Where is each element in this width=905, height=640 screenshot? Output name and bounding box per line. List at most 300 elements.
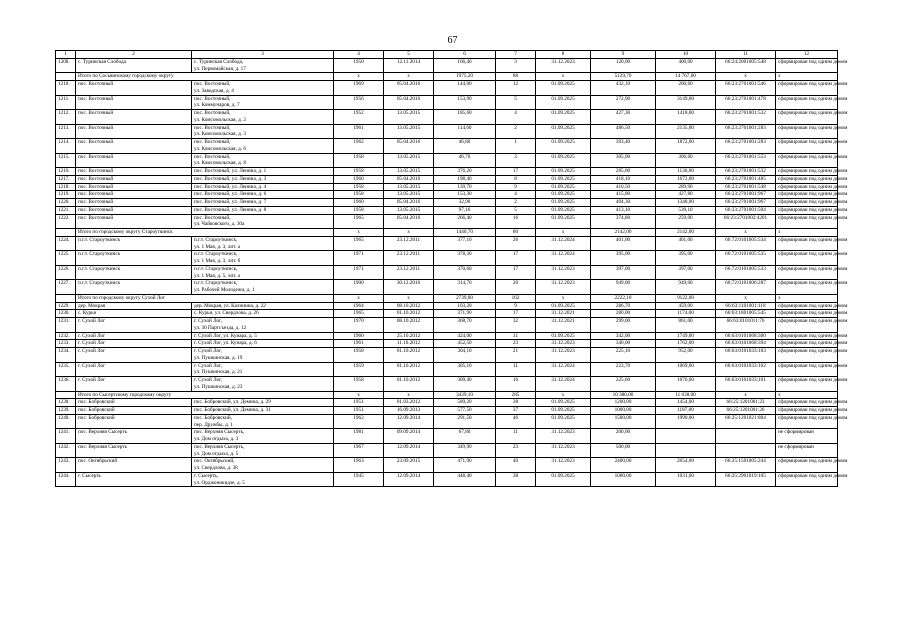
people-cell: 5 [496,206,536,214]
value-cell: 397,00 [656,265,716,280]
table-row [56,236,838,251]
year-cell: 1963 [334,458,384,473]
people-cell: 38 [496,399,536,407]
value-cell: 340,00 [591,340,656,348]
row-number: 1220. [56,199,76,207]
plan-date-cell: 01.09.2025 [536,407,591,415]
address-cell [192,251,334,266]
area-cell: 67,80 [434,429,496,444]
row-number: 1221. [56,206,76,214]
table-row [56,399,838,407]
area-cell: 32,90 [434,199,496,207]
locality-cell: г. Сухой Лог [76,332,192,340]
address-cell [192,214,334,229]
locality-cell: г. Сухой Лог [76,348,192,363]
people-cell: 17 [496,251,536,266]
year-cell: 1951 [334,399,384,407]
table-row [56,81,838,96]
year-cell: х [334,391,384,399]
status-cell: сформирован под одним домом [776,58,838,73]
cadastral-cell: 66:72:0101005:535 [716,251,776,266]
year-cell: 1981 [334,429,384,444]
address-line: ул. 1 Мая, д. 3, лит. б [194,258,241,264]
date-cell: х [384,294,434,302]
value-cell: 1500,00 [591,414,656,429]
area-cell: 139,70 [434,183,496,191]
value-cell: 1031,00 [656,472,716,487]
date-cell: 23.12.2011 [384,251,434,266]
value-cell: 500,00 [591,443,656,458]
locality-cell: пос. Бобровский [76,414,192,429]
plan-date-cell: 31.12.2023 [536,458,591,473]
people-cell: 16 [496,377,536,392]
value-cell: 404,30 [591,199,656,207]
address-line: ул. Свердлова, д. 38 [194,465,238,471]
year-cell: 1958 [334,348,384,363]
people-cell: 2 [496,199,536,207]
status-cell: сформирован под одним домом [776,407,838,415]
address-line: ул. Пушкинская, д. 19 [194,354,243,361]
column-header: 3 [192,51,334,59]
address-line: ул. 30 Партсъезда, д. 12 [194,324,247,331]
address-line: пос. Восточный, ул. Ленина, д. 7 [194,199,267,205]
cadastral-cell: 66:63:0101011:76 [716,318,776,333]
year-cell: 1950 [334,58,384,73]
table-row [56,332,838,340]
address-cell [192,407,334,415]
plan-date-cell: 01.09.2025 [536,95,591,110]
year-cell: 1958 [334,191,384,199]
locality-cell: пос. Восточный [76,183,192,191]
date-cell: 11.10.2012 [384,340,434,348]
table-row [56,407,838,415]
value-cell: 427,30 [591,110,656,125]
cadastral-cell: 66:25:1201021:804 [716,414,776,429]
address-line: пос. Восточный, [194,95,231,102]
cadastral-cell: 66:23:2701001:283 [716,139,776,154]
table-row [56,340,838,348]
row-number: 1230. [56,310,76,318]
year-cell: 1965 [334,310,384,318]
cadastral-cell: 66:23:2701001:967 [716,191,776,199]
value-cell: 5129,70 [591,73,656,81]
plan-date-cell: 31.12.2023 [536,429,591,444]
value-cell: 1136,00 [656,168,716,176]
plan-date-cell: 31.12.2024 [536,236,591,251]
table-row [56,110,838,125]
total-label: Итого по Сосьвинскому городскому округу [76,73,334,81]
cadastral-cell: 66:72:0101005:533 [716,265,776,280]
status-cell: сформирован под одним домом [776,199,838,207]
area-cell: 589,20 [434,399,496,407]
year-cell: 1961 [334,124,384,139]
locality-cell: п.г.т. Староуткинск [76,280,192,295]
value-cell: 1000,00 [591,472,656,487]
status-cell: сформирован под одним домом [776,414,838,429]
cadastral-cell: 66:25:2901019:105 [716,472,776,487]
status-cell: сформирован под одним домом [776,124,838,139]
locality-cell: пос. Восточный [76,124,192,139]
cadastral-cell: 66:63:0101068:394 [716,340,776,348]
value-cell: 272,90 [591,95,656,110]
area-cell: 424,00 [434,332,496,340]
people-cell: 17 [496,310,536,318]
value-cell: 289,90 [656,183,716,191]
address-line: с. Курьи, ул. Свердлова, д. 26 [194,310,259,317]
people-cell: 40 [496,458,536,473]
value-cell: 395,00 [591,251,656,266]
date-cell: 12.09.2014 [384,472,434,487]
people-cell: 3 [496,58,536,73]
value-cell: 223,70 [591,362,656,377]
address-cell [192,348,334,363]
value-cell: 949,00 [591,280,656,295]
status-cell: сформирован под одним домом [776,139,838,154]
plan-date-cell: 01.09.2025 [536,191,591,199]
status-cell: х [776,229,838,237]
address-line: пер. Дружбы, д. 1 [194,421,233,428]
row-number-cell [56,294,76,302]
address-cell [192,265,334,280]
address-line: пос. Восточный, ул. Ленина, д. 4 [194,183,267,190]
address-line: ул. Комсомольская, д. 3 [194,131,246,138]
status-cell: х [776,294,838,302]
locality-cell: пос. Восточный [76,95,192,110]
plan-date-cell: х [536,294,591,302]
column-header: 11 [716,51,776,59]
address-line: г. Сухой Лог, ул. Кунарa, д. 6 [194,340,257,347]
value-cell: 2654,00 [656,458,716,473]
address-line: пос. Восточный, [194,139,231,145]
area-cell: 471,90 [434,458,496,473]
table-row [56,472,838,487]
date-cell: 13.05.2015 [384,124,434,139]
locality-cell: г. Сысерть [76,472,192,487]
date-cell: 13.05.2015 [384,191,434,199]
address-cell [192,340,334,348]
value-cell: 1418,00 [656,110,716,125]
table-row [56,153,838,168]
cadastral-cell: 66:72:0101005:534 [716,236,776,251]
area-cell: 266,40 [434,214,496,229]
status-cell: сформирован под одним домом [776,153,838,168]
value-cell: 11 038,00 [656,391,716,399]
area-cell: 305,10 [434,362,496,377]
column-header: 5 [384,51,434,59]
column-header: 10 [656,51,716,59]
table-row [56,377,838,392]
cadastral-cell: 66:23:2701001:478 [716,95,776,110]
status-cell: сформирован под одним домом [776,183,838,191]
plan-date-cell: 01.09.2025 [536,153,591,168]
plan-date-cell: 31.12.2023 [536,340,591,348]
value-cell: 400,00 [656,58,716,73]
locality-cell: пос. Восточный [76,81,192,96]
row-number: 1231. [56,318,76,333]
cadastral-cell: 66:23:2701001:548 [716,183,776,191]
area-cell: 377,10 [434,236,496,251]
locality-cell: п.г.т. Староуткинск [76,265,192,280]
value-cell: 459,00 [656,302,716,310]
row-number: 1217. [56,175,76,183]
address-cell [192,236,334,251]
cadastral-cell [716,429,776,444]
table-row [56,175,838,183]
address-line: ул. Заводская, д. 4 [194,87,234,94]
people-cell: 2 [496,124,536,139]
address-cell [192,458,334,473]
area-cell: 370,60 [434,265,496,280]
status-cell: сформирован под одним домом [776,236,838,251]
year-cell: 1962 [334,139,384,154]
area-cell: 198,40 [434,175,496,183]
date-cell: 25.10.2012 [384,332,434,340]
address-line: г. Сухой Лог, [194,377,222,383]
status-cell: сформирован под одним домом [776,95,838,110]
date-cell: 05.04.2016 [384,199,434,207]
row-number-cell [56,73,76,81]
status-cell: сформирован под одним домом [776,458,838,473]
row-number: 1210. [56,81,76,96]
area-cell: 185,60 [434,110,496,125]
status-cell: сформирован под одним домом [776,348,838,363]
date-cell: 13.05.2015 [384,153,434,168]
status-cell: сформирован под одним домом [776,340,838,348]
address-line: г. Сухой Лог, [194,318,222,324]
row-number: 1218. [56,183,76,191]
address-cell [192,191,334,199]
address-cell [192,58,334,73]
people-cell: 37 [496,407,536,415]
table-row [56,139,838,154]
date-cell: 13.05.2015 [384,206,434,214]
address-cell [192,168,334,176]
address-line: пос. Восточный, [194,81,231,87]
column-header: 2 [76,51,192,59]
cadastral-cell: 66:63:0101033:103 [716,348,776,363]
area-cell: 376,20 [434,168,496,176]
value-cell: 1762,00 [656,340,716,348]
status-cell: сформирован под одним домом [776,310,838,318]
address-line: ул. Первомайская, д. 17 [194,65,246,72]
date-cell: 01.10.2012 [384,362,434,377]
plan-date-cell: 01.09.2025 [536,175,591,183]
row-number-cell [56,229,76,237]
status-cell: сформирован под одним домом [776,377,838,392]
address-line: г. Сухой Лог, ул. Кунарa, д. 5 [194,332,257,339]
row-number: 1214. [56,139,76,154]
column-header: 7 [496,51,536,59]
area-cell: 46,70 [434,153,496,168]
plan-date-cell: 01.09.2025 [536,199,591,207]
status-cell: сформирован под одним домом [776,265,838,280]
row-number: 1208. [56,58,76,73]
area-cell: 577,50 [434,407,496,415]
column-header: 12 [776,51,838,59]
year-cell: 1965 [334,214,384,229]
area-cell: 371,90 [434,310,496,318]
address-line: п.г.т. Староуткинск, [194,265,238,272]
column-header: 4 [334,51,384,59]
people-cell: 9 [496,183,536,191]
area-cell: 452,50 [434,340,496,348]
value-cell: 280,00 [591,310,656,318]
status-cell: не сформирован [776,429,838,444]
value-cell: 120,00 [591,58,656,73]
address-cell [192,139,334,154]
table-row [56,265,838,280]
cadastral-cell: 66:63:0101033:101 [716,377,776,392]
status-cell: сформирован под одним домом [776,191,838,199]
value-cell: 342,00 [591,332,656,340]
value-cell: 2400,00 [591,458,656,473]
row-number: 1213. [56,124,76,139]
area-cell: 97,16 [434,206,496,214]
date-cell: 08.10.2012 [384,302,434,310]
address-cell [192,414,334,429]
value-cell: 418,10 [591,175,656,183]
value-cell: 1200,00 [591,399,656,407]
total-row [56,294,838,302]
date-cell: 23.12.2011 [384,265,434,280]
value-cell: 2222,10 [591,294,656,302]
address-cell [192,472,334,487]
value-cell: 2142,00 [591,229,656,237]
locality-cell: пос. Восточный [76,110,192,125]
date-cell: 05.04.2016 [384,95,434,110]
year-cell: 1958 [334,377,384,392]
date-cell: 09.09.2014 [384,429,434,444]
locality-cell: пос. Бобровский [76,399,192,407]
status-cell: сформирован под одним домом [776,472,838,487]
cadastral-cell: 66:25:1201001:23 [716,399,776,407]
table-body [56,58,848,487]
area-cell: 144,00 [434,81,496,96]
table-row [56,206,838,214]
date-cell: 16.09.2013 [384,407,434,415]
status-cell: х [776,391,838,399]
date-cell: 13.05.2015 [384,168,434,176]
year-cell: 1958 [334,206,384,214]
row-number: 1241. [56,429,76,444]
plan-date-cell: 31.12.2023 [536,348,591,363]
date-cell: 13.05.2015 [384,183,434,191]
address-cell [192,199,334,207]
value-cell: 3149,00 [656,95,716,110]
table-row [56,280,838,295]
cadastral-cell: х [716,229,776,237]
people-cell: 9 [496,302,536,310]
area-cell: 309,40 [434,377,496,392]
year-cell: 1958 [334,153,384,168]
address-line: пос. Восточный, [194,214,231,221]
locality-cell: пос. Восточный [76,214,192,229]
status-cell: сформирован под одним домом [776,318,838,333]
area-cell: 3439,10 [434,391,496,399]
people-cell: 31 [496,332,536,340]
plan-date-cell: 31.12.2023 [536,265,591,280]
year-cell: 1951 [334,407,384,415]
row-number: 1222. [56,214,76,229]
people-cell: 23 [496,443,536,458]
address-line: г. Сухой Лог, [194,348,222,354]
cadastral-cell: 66:23:2701001:967 [716,199,776,207]
address-line: ул. Комсомольская, д. 2 [194,116,246,123]
value-cell: 952,00 [656,348,716,363]
people-cell: 16 [496,214,536,229]
row-number: 1212. [56,110,76,125]
date-cell: 23.09.2015 [384,458,434,473]
people-cell: 162 [496,294,536,302]
total-row [56,229,838,237]
locality-cell: г. Сухой Лог [76,362,192,377]
status-cell: сформирован под одним домом [776,302,838,310]
cadastral-cell: 66:63:1101001:118 [716,302,776,310]
locality-cell: г. Сухой Лог [76,340,192,348]
cadastral-cell: 66:23:2701001:283 [716,124,776,139]
year-cell: 1959 [334,362,384,377]
people-cell: 3 [496,153,536,168]
year-cell: 1958 [334,168,384,176]
people-cell: 21 [496,348,536,363]
value-cell: 1187,00 [656,407,716,415]
locality-cell: с. Курьи [76,310,192,318]
year-cell: 1971 [334,251,384,266]
area-cell: 46,80 [434,139,496,154]
value-cell: 395,00 [656,251,716,266]
date-cell: х [384,229,434,237]
row-number: 1227. [56,280,76,295]
locality-cell: п.г.т. Староуткинск [76,236,192,251]
value-cell: 432,10 [591,81,656,96]
area-cell: 153,90 [434,95,496,110]
people-cell: 5 [496,95,536,110]
year-cell: 1900 [334,280,384,295]
cadastral-cell: х [716,294,776,302]
status-cell: сформирован под одним домом [776,206,838,214]
table-row [56,58,838,73]
address-line: пос. Восточный, ул. Ленина, д. 1 [194,168,267,174]
address-line: пос. Восточный, [194,124,231,131]
value-cell: 401,00 [656,236,716,251]
address-cell [192,399,334,407]
year-cell: 1945 [334,472,384,487]
people-cell: 8 [496,175,536,183]
locality-cell: с. Туринская Слобода [76,58,192,73]
plan-date-cell: 01.09.2025 [536,124,591,139]
address-cell [192,280,334,295]
column-header: 9 [591,51,656,59]
plan-date-cell: 01.09.2025 [536,414,591,429]
value-cell: 305,90 [591,153,656,168]
value-cell: 2135,00 [656,124,716,139]
row-number: 1244. [56,472,76,487]
value-cell: 14 767,00 [656,73,716,81]
status-cell: не сформирован [776,443,838,458]
year-cell: 1971 [334,265,384,280]
plan-date-cell: 01.09.2025 [536,81,591,96]
people-cell: 4 [496,110,536,125]
date-cell: 01.10.2012 [384,377,434,392]
date-cell: 05.04.2016 [384,175,434,183]
row-number: 1238. [56,399,76,407]
address-line: ул. Орджоникидзе, д. 5 [194,479,245,486]
cadastral-cell: 66:23:2701001:553 [716,153,776,168]
value-cell: 374,80 [591,214,656,229]
table-row [56,191,838,199]
row-number: 1232. [56,332,76,340]
locality-cell: г. Сухой Лог [76,377,192,392]
